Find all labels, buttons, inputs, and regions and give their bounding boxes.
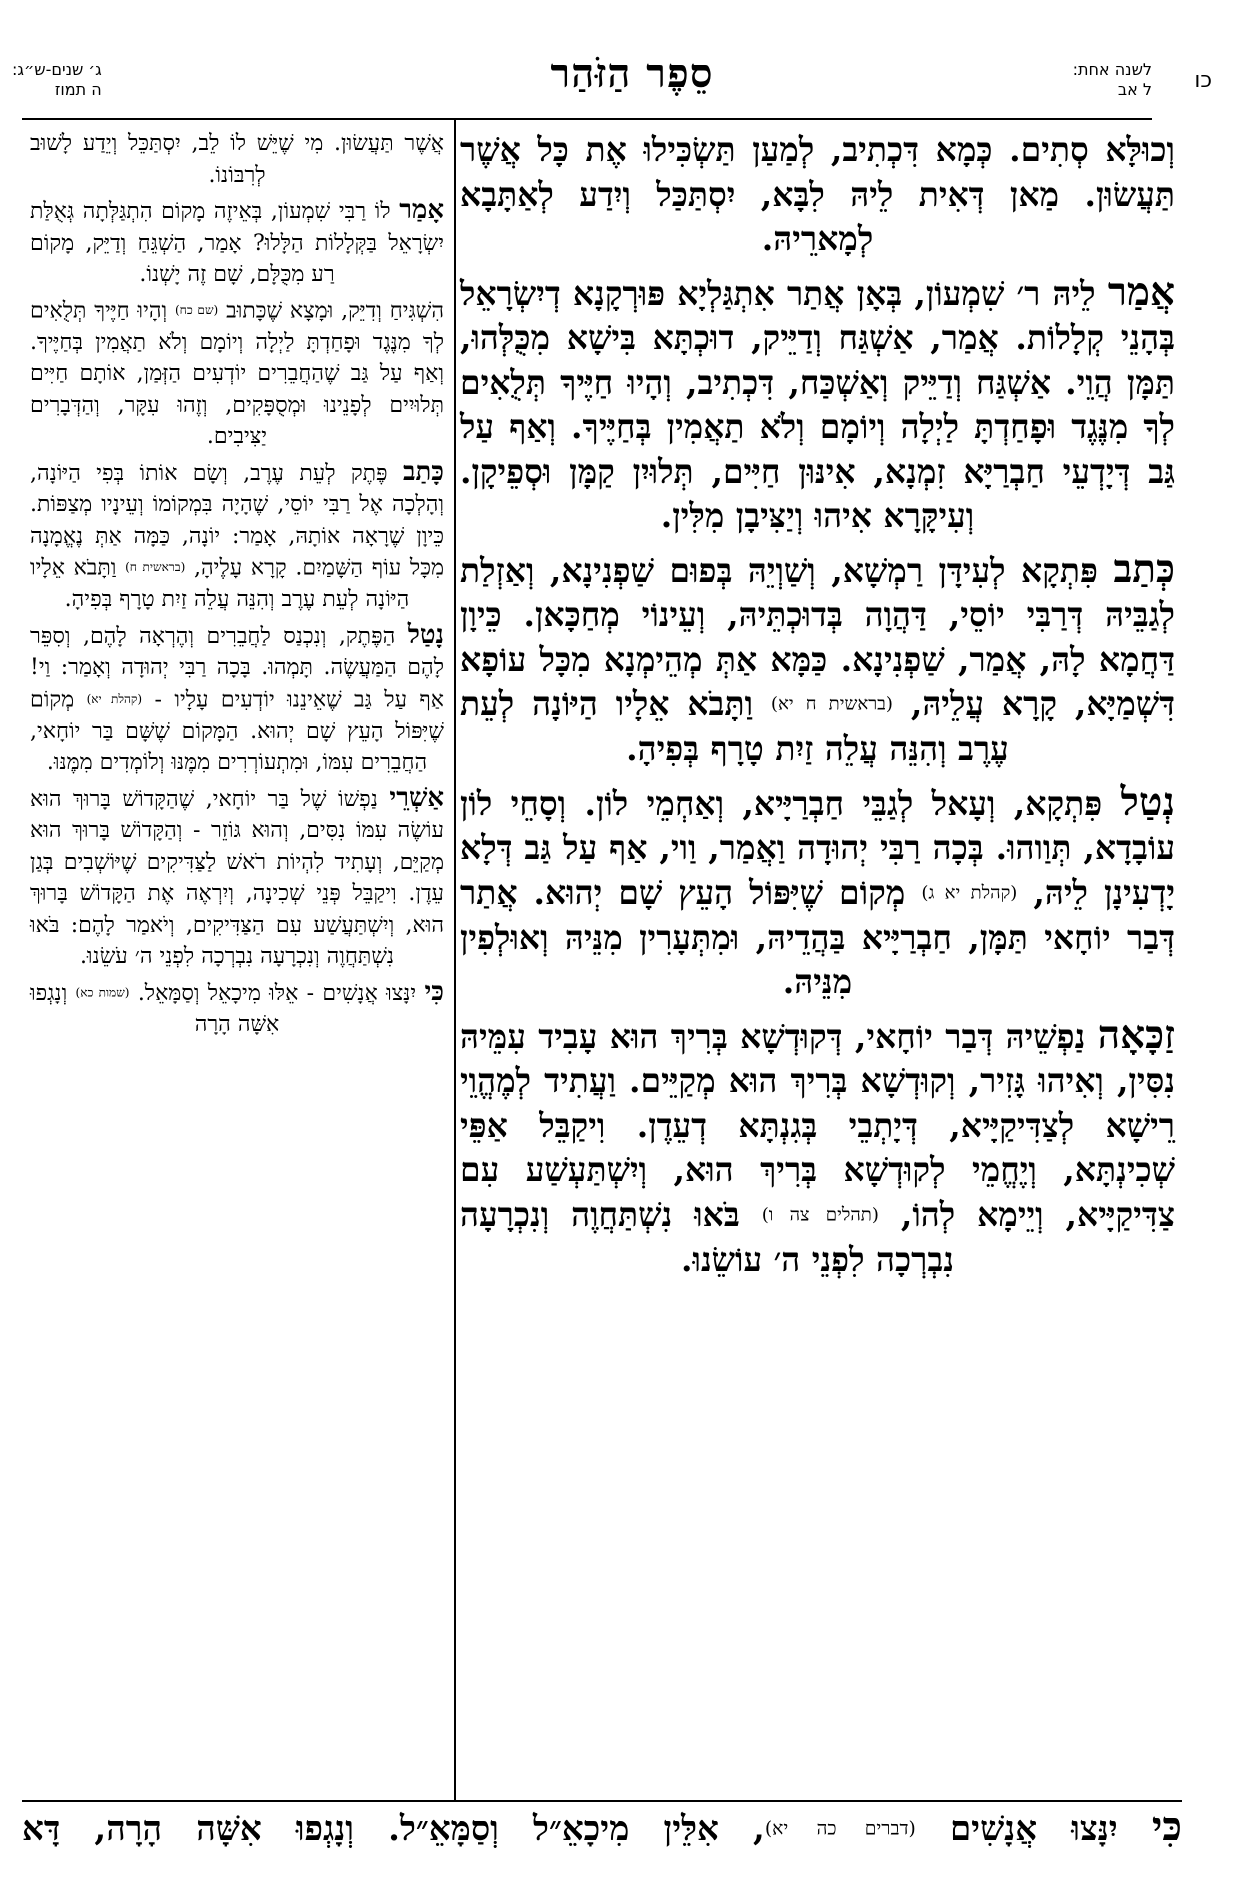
page-number: כו	[1194, 68, 1212, 93]
side-paragraph: כִּי יִנָּצוּ אֲנָשִׁים - אֵלּוּ מִיכָאֵל וְסַמָּאֵל. (שמות כא) וְנָגְפוּ אִשָּׁה הָרָה	[30, 976, 444, 1038]
paragraph-lead-word: אֲמַר	[1107, 268, 1175, 315]
main-paragraph: נְטַל פִּתְקָא, וְעָאל לְגַבֵּי חַבְרַיָּיא, וְאַחְמֵי לוֹן. וְסָחֵי לוֹן עוֹבָדָא, תְּוַוהוּ. בְּכָה רַבִּי יְהוּדָה וַאֲמַר, וַוי, אַף עַל גַּב דְּלָא יָדְעִינָן לֵיהּ, (קהלת יא ג) מְקוֹם שֶׁיִּפּוֹל הָעֵץ שָׁם יְהוּא. אֲתַר דְּבַר יוֹחָאי תַּמָּן, חַבְרַיָּיא בַּהֲדֵיהּ, וּמִתְּעָרִין מִנֵּיהּ וְאוּלְפִין מִנֵּיהּ.	[460, 778, 1175, 1002]
hebrew-translation-column	[30, 128, 444, 1045]
paragraph-lead-word: כִּי	[424, 976, 444, 1007]
footer-divider	[22, 1800, 1182, 1802]
verse-reference: (שמות כא)	[75, 985, 130, 1000]
continuation-line: כִּי יִנָּצוּ אֲנָשִׁים (דברים כה יא), אִלֵּין מִיכָאֵ״ל וְסַמָּאֵ״ל. וְנָגְפוּ אִשָּׁה הָרָה, דָּא	[22, 1804, 1182, 1850]
paragraph-lead-word: כָּתַב	[402, 456, 444, 487]
paragraph-lead-word: זַכָּאָה	[1097, 1011, 1175, 1058]
side-paragraph: הִשְׁגִּיחַ וְדִיֵּק, וּמָצָא שֶׁכָּתוּב (שם כח) וְהָיוּ חַיֶּיךָ תְּלֻאִים לְךָ מִנֶּגֶד וּפָחַדְתָּ לַיְלָה וְיוֹמָם וְלֹא תַאֲמִין בְּחַיֶּיךָ. וְאַף עַל גַּב שֶׁהַחֲבֵרִים יוֹדְעִים הַזְּמַן, אוֹתָם חַיִּים תְּלוּיִים לְפָנֵינוּ וּמְסֻפָּקִים, וְזֶהוּ עִקָּר, וְהַדְּבָרִים יַצִּיבִים.	[30, 298, 444, 450]
verse-reference: (קהלת יא ג)	[921, 882, 1018, 904]
paragraph-lead-word: נְטַל	[1120, 778, 1175, 825]
verse-reference: (בראשית ח יא)	[770, 693, 893, 715]
column-divider	[454, 120, 456, 1800]
verse-reference: (שם כח)	[174, 302, 219, 317]
paragraph-lead-word: אָמַר	[399, 195, 444, 225]
side-paragraph: אָמַר לוֹ רַבִּי שִׁמְעוֹן, בְּאֵיזֶה מָקוֹם הִתְגַּלְּתָה גְּאֻלַּת יִשְׂרָאֵל בַּקְּלָלוֹת הַלָּלוּ? אָמַר, הַשְׁגֵּחַ וְדַיֵּק, מָקוֹם רַע מִכֻּלָּם, שָׁם זֶה יָשְׁנוֹ.	[30, 195, 444, 287]
paragraph-lead-word: כִּי	[1151, 1804, 1182, 1850]
paragraph-lead-word: כְּתַב	[1113, 545, 1175, 592]
header-divider	[22, 118, 1152, 120]
schedule-three-years-date: ה תמוז	[54, 80, 102, 99]
main-paragraph: וְכוּלָּא סְתִים. כְּמָא דִּכְתִיב, לְמַעַן תַּשְׂכִּילוּ אֶת כָּל אֲשֶׁר תַּעֲשׂוּן. מַאן דְּאִית לֵיהּ לִבָּא, יִסְתַּכַּל וְיִדַע לְאַתָּבָא לְמָארֵיהּ.	[460, 130, 1175, 258]
main-paragraph: זַכָּאָה נַפְשֵׁיהּ דְּבַר יוֹחָאי, דְּקוּדְשָׁא בְּרִיךְ הוּא עָבִיד עִמֵּיהּ נִסִּין, וְאִיהוּ גָּזִיר, וְקוּדְשָׁא בְּרִיךְ הוּא מְקַיֵּים. וַעֲתִיד לְמֶהֱוֵי רֵישָׁא לְצַדִּיקַיָּיא, דְּיָתְבֵי בְּגִנְתָּא דְעֵדֶן. וִיקַבֵּל אַפֵּי שְׁכִינְתָּא, וְיֶחֱמֵי לְקוּדְשָׁא בְּרִיךְ הוּא, וְיִשְׁתַּעְשַׁע עִם צַדִּיקַיָּיא, וְיֵימָא לְהוֹ, (תהלים צה ו) בֹּאוּ נִשְׁתַּחֲוֶה וְנִכְרָעָה נִבְרְכָה לִפְנֵי ה׳ עוֹשֵׂנוּ.	[460, 1011, 1176, 1279]
side-paragraph: אֲשֶׁר תַּעֲשׂוּן. מִי שֶׁיֵּשׁ לוֹ לֵב, יִסְתַּכֵּל וְיֵדַע לָשׁוּב לְרִבּוֹנוֹ.	[30, 131, 444, 188]
paragraph-lead-word: נָטַל	[407, 619, 444, 650]
schedule-one-year-label: לשנה אחת:	[1072, 60, 1152, 79]
page-header	[12, 50, 1212, 128]
schedule-one-year-date: ל אב	[1117, 80, 1152, 99]
book-title: סֵפֶר הַזֹּהַר	[550, 50, 714, 97]
verse-reference: (דברים כה יא)	[764, 1818, 916, 1840]
side-paragraph: כָּתַב פֶּתֶק לְעֵת עֶרֶב, וְשָׂם אוֹתוֹ בְּפִי הַיּוֹנָה, וְהָלְכָה אֶל רַבִּי יוֹסֵי, שֶׁהָיָה בִּמְקוֹמוֹ וְעֵינָיו מְצַפּוֹת. כֵּיוָן שֶׁרָאָה אוֹתָהּ, אָמַר: יוֹנָה, כַּמָּה אַתְּ נֶאֱמָנָה מִכָּל עוֹף הַשָּׁמַיִם. קָרָא עָלֶיהָ, (בראשית ח) וַתָּבֹא אֵלָיו הַיּוֹנָה לְעֵת עֶרֶב וְהִנֵּה עֲלֵה זַיִת טָרָף בְּפִיהָ.	[30, 456, 444, 613]
side-paragraph: אַשְׁרֵי נַפְשׁוֹ שֶׁל בַּר יוֹחָאי, שֶׁהַקָּדוֹשׁ בָּרוּךְ הוּא עוֹשֶׂה עִמּוֹ נִסִּים, וְהוּא גּוֹזֵר - וְהַקָּדוֹשׁ בָּרוּךְ הוּא מְקַיֵּם, וְעָתִיד לִהְיוֹת רֹאשׁ לַצַּדִּיקִים שֶׁיּוֹשְׁבִים בְּגַן עֵדֶן. וִיקַבֵּל פְּנֵי שְׁכִינָה, וְיִרְאֶה אֶת הַקָּדוֹשׁ בָּרוּךְ הוּא, וְיִשְׁתַּעֲשַׁע עִם הַצַּדִּיקִים, וְיֹאמַר לָהֶם: בֹּאוּ נִשְׁתַּחֲוֶה וְנִכְרָעָה נִבְרְכָה לִפְנֵי ה׳ עֹשֵׂנוּ.	[30, 782, 444, 970]
schedule-one-year	[1073, 60, 1152, 100]
verse-reference: (בראשית ח)	[125, 560, 186, 575]
paragraph-lead-word: אַשְׁרֵי	[389, 782, 444, 813]
verse-reference: (תהלים צה ו)	[761, 1204, 879, 1226]
verse-reference: (קהלת יא)	[86, 691, 143, 706]
main-paragraph: כְּתַב פִּתְקָא לְעִידָּן רַמְשָׁא, וְשַׁוְיֵהּ בְּפוּם שַׁפְנִינָא, וְאַזְלַת לְגַבֵּיהּ דְּרַבִּי יוֹסֵי, דַּהֲוָה בְּדוּכְתֵּיהּ, וְעֵינוֹי מְחַכָּאן. כֵּיוָן דַּחֲמָא לָהּ, אֲמַר, שַׁפְנִינָא. כַּמָּא אַתְּ מְהֵימְנָא מִכָּל עוֹפָא דִּשְׁמַיָּא, קָרָא עֲלֵיהּ, (בראשית ח יא) וַתָּבֹא אֵלָיו הַיּוֹנָה לְעֵת עֶרֶב וְהִנֵּה עֲלֵה זַיִת טָרָף בְּפִיהָ.	[460, 545, 1175, 769]
main-paragraph: אֲמַר לֵיהּ ר׳ שִׁמְעוֹן, בְּאָן אֲתַר אִתְגַּלְיָא פּוּרְקָנָא דְיִשְׂרָאֵל בְּהָנֵי קְלָלוֹת. אֲמַר, אַשְׁגַּח וְדַיֵּיק, דוּכְתָּא בִּישָׁא מִכֻּלְּהוּ, תַּמָּן הֲוֵי. אַשְׁגַּח וְדַיֵּיק וְאַשְׁכַּח, דִּכְתִיב, וְהָיוּ חַיֶּיךָ תְּלֻאִים לְךָ מִנֶּגֶד וּפָחַדְתָּ לַיְלָה וְיוֹמָם וְלֹא תַאֲמִין בְּחַיֶּיךָ. וְאַף עַל גַּב דְּיָדְעֵי חַבְרַיָּא זִמְנָא, אִינּוּן חַיִּים, תְּלוּיִן קַמָּן וּסְפֵיקָן. וְעִיקָּרָא אִיהוּ וְיַצִּיבָן מִלִּין.	[460, 268, 1175, 535]
schedule-three-years	[12, 60, 102, 100]
side-paragraph: נָטַל הַפֶּתֶק, וְנִכְנַס לַחֲבֵרִים וְהֶרְאָה לָהֶם, וְסִפֵּר לָהֶם הַמַּעֲשֶׂה. תָּמְהוּ. בָּכָה רַבִּי יְהוּדָה וְאָמַר: וַי! אַף עַל גַּב שֶׁאֵינֵנוּ יוֹדְעִים עָלָיו - (קהלת יא) מְקוֹם שֶׁיִּפּוֹל הָעֵץ שָׁם יְהוּא. הַמָּקוֹם שֶׁשָּׁם בַּר יוֹחָאי, הַחֲבֵרִים עִמּוֹ, וּמִתְעוֹרְרִים מִמֶּנּוּ וְלוֹמְדִים מִמֶּנּוּ.	[30, 619, 444, 776]
schedule-three-years-label: ג׳ שנים-ש״ג:	[12, 60, 102, 79]
aramaic-column	[460, 128, 1175, 1290]
